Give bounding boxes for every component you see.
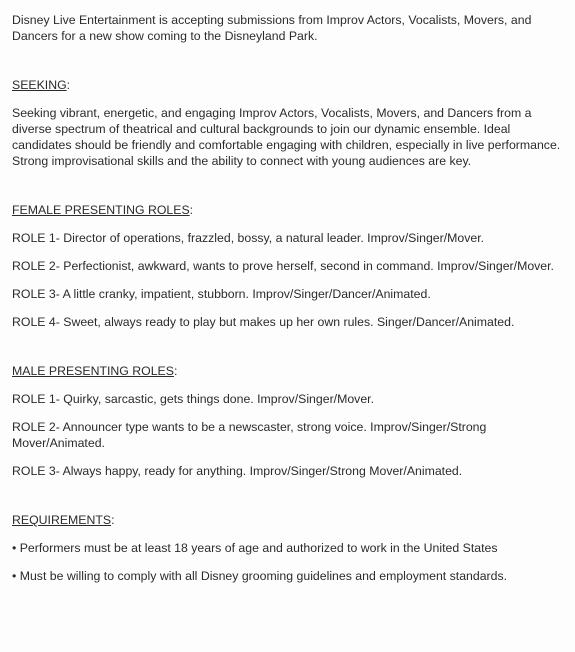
- intro-paragraph: Disney Live Entertainment is accepting submissions from Improv Actors, Vocalists, Movers, and Dancers for a new show coming to the Disneyland Park.: [12, 13, 532, 43]
- female-role-1: ROLE 1- Director of operations, frazzled, bossy, a natural leader. Improv/Singer/Mover.: [12, 231, 485, 245]
- male-role-3: ROLE 3- Always happy, ready for anything. Improv/Singer/Strong Mover/Animated.: [12, 464, 463, 478]
- requirements-heading-line: REQUIREMENTS:: [12, 513, 115, 527]
- requirement-item-2: • Must be willing to comply with all Disney grooming guidelines and employment standards.: [12, 569, 508, 583]
- requirement-item-1: • Performers must be at least 18 years of age and authorized to work in the United States: [12, 541, 498, 555]
- female-role-3: ROLE 3- A little cranky, impatient, stubborn. Improv/Singer/Dancer/Animated.: [12, 287, 431, 301]
- male-role-2: ROLE 2- Announcer type wants to be a newscaster, strong voice. Improv/Singer/Strong Mover/Animated.: [12, 420, 487, 450]
- male-heading-line: MALE PRESENTING ROLES:: [12, 364, 178, 378]
- requirements-heading: REQUIREMENTS: [12, 513, 112, 527]
- seeking-heading-line: SEEKING:: [12, 78, 71, 92]
- female-role-2: ROLE 2- Perfectionist, awkward, wants to prove herself, second in command. Improv/Singer/Mover.: [12, 259, 554, 273]
- male-roles-heading: MALE PRESENTING ROLES: [12, 364, 174, 378]
- seeking-body: Seeking vibrant, energetic, and engaging Improv Actors, Vocalists, Movers, and Dancers from a diverse spectrum of theatrical and cultural backgrounds to join our dynamic ensemble. Ideal candidates should be friendly and comfortable engaging with children, especially in live performance. Strong improvisational skills and the ability to connect with young audiences are key.: [12, 106, 561, 168]
- male-roles-section: [12, 363, 575, 479]
- female-role-4: ROLE 4- Sweet, always ready to play but makes up her own rules. Singer/Dancer/Animated.: [12, 315, 515, 329]
- female-roles-heading: FEMALE PRESENTING ROLES: [12, 203, 190, 217]
- requirements-section: [12, 512, 575, 584]
- seeking-heading: SEEKING: [12, 78, 67, 92]
- male-role-1: ROLE 1- Quirky, sarcastic, gets things done. Improv/Singer/Mover.: [12, 392, 374, 406]
- female-roles-section: [12, 202, 575, 330]
- female-heading-line: FEMALE PRESENTING ROLES:: [12, 203, 194, 217]
- seeking-section: [12, 77, 575, 169]
